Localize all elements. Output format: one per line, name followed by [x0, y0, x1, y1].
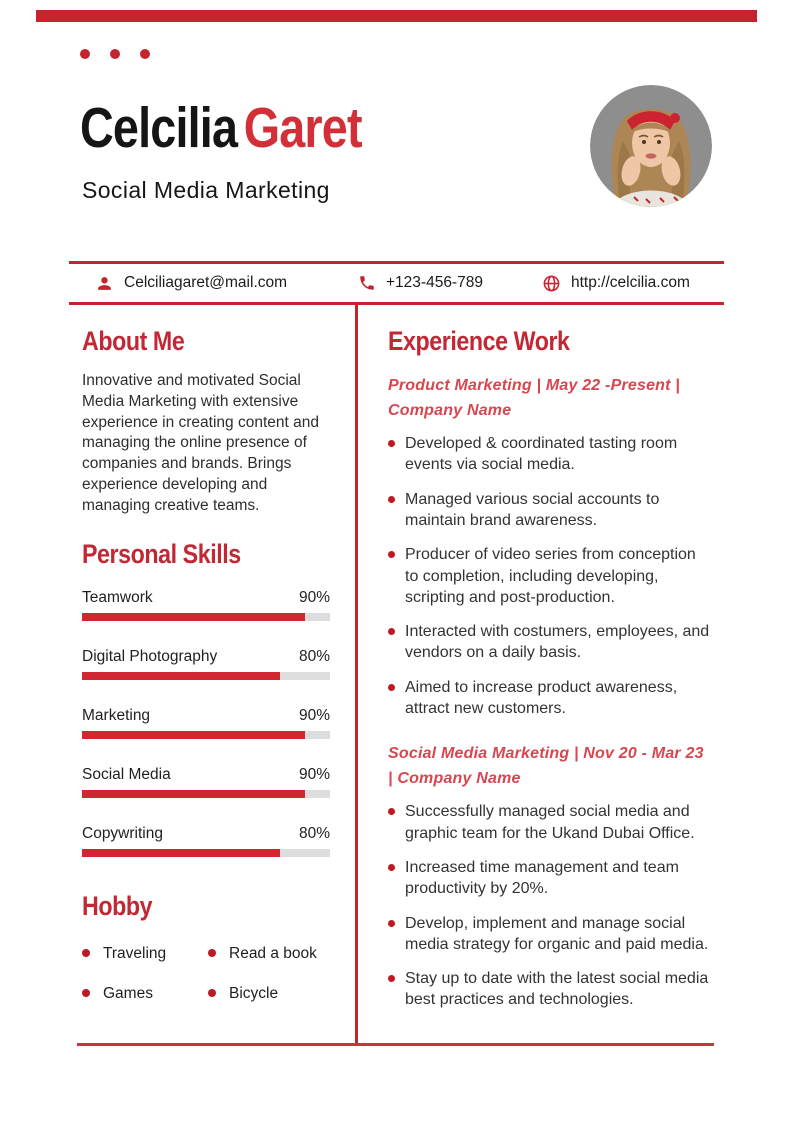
- experience-jobs: [388, 373, 712, 1011]
- skill-progress-track: [82, 731, 330, 739]
- contact-bar: [69, 261, 724, 305]
- about-title: About Me: [82, 326, 185, 356]
- bullet-item: [388, 677, 712, 720]
- bullet-icon: [388, 864, 395, 871]
- skill-percent: 90%: [298, 765, 330, 783]
- job-subtitle: Social Media Marketing: [82, 177, 330, 203]
- skill-item: [82, 765, 330, 798]
- skill-progress-track: [82, 613, 330, 621]
- skill-label: Marketing: [82, 706, 151, 724]
- last-name: Garet: [243, 96, 362, 160]
- skill-progress-fill: [82, 731, 305, 739]
- hobby-title: Hobby: [82, 890, 153, 921]
- skill-item: [82, 824, 330, 857]
- hobby-list: [82, 944, 330, 1003]
- job-bullets: [388, 801, 712, 1010]
- bullet-icon: [82, 989, 90, 997]
- bullet-text: Interacted with costumers, employees, and vendors on a daily basis.: [405, 623, 710, 662]
- bullet-icon: [388, 975, 395, 982]
- bullet-item: [388, 621, 712, 664]
- bullet-icon: [388, 551, 395, 558]
- decorative-dots: [80, 49, 150, 59]
- skill-row: [82, 824, 330, 843]
- bullet-text: Developed & coordinated tasting room events via social media.: [405, 435, 678, 474]
- contact-website: [542, 264, 690, 302]
- hobby-label: Traveling: [103, 944, 167, 962]
- experience-title: Experience Work: [388, 326, 570, 356]
- experience-job: [388, 373, 712, 719]
- experience-job: [388, 741, 712, 1010]
- dot-icon: [140, 49, 150, 59]
- bullet-text: Stay up to date with the latest social media best practices and technologies.: [405, 970, 709, 1009]
- job-heading: Social Media Marketing | Nov 20 - Mar 23 | Company Name: [388, 745, 704, 788]
- skill-progress-fill: [82, 790, 305, 798]
- bullet-text: Increased time management and team productivity by 20%.: [405, 858, 679, 898]
- hobby-item: [82, 984, 208, 1003]
- bullet-text: Develop, implement and manage social media strategy for organic and paid media.: [405, 914, 709, 953]
- skill-percent: 80%: [298, 647, 330, 665]
- bullet-icon: [388, 920, 395, 927]
- hobby-label: Read a book: [229, 944, 317, 962]
- skill-row: [82, 706, 330, 725]
- skill-progress-fill: [82, 672, 280, 680]
- skill-label: Digital Photography: [82, 647, 218, 665]
- bullet-text: Managed various social accounts to maintain brand awareness.: [405, 490, 660, 529]
- skill-row: [82, 765, 330, 784]
- phone-icon: [358, 274, 376, 292]
- bullet-icon: [388, 496, 395, 503]
- column-divider: [355, 302, 358, 1043]
- skill-progress-track: [82, 790, 330, 798]
- right-column: [388, 302, 712, 1011]
- bullet-icon: [388, 440, 395, 447]
- profile-photo-illustration: [590, 85, 712, 207]
- bullet-item: [388, 489, 712, 532]
- contact-email: [95, 264, 287, 302]
- page-title: [80, 97, 362, 160]
- hobby-label: Games: [103, 984, 153, 1002]
- skill-progress-track: [82, 672, 330, 680]
- skill-label: Teamwork: [82, 588, 153, 606]
- skill-percent: 80%: [298, 824, 330, 842]
- first-name: Celcilia: [80, 96, 238, 160]
- skill-progress-track: [82, 849, 330, 857]
- dot-icon: [110, 49, 120, 59]
- bottom-accent-line: [77, 1043, 714, 1046]
- hobby-item: [208, 984, 330, 1003]
- contact-website-text: http://celcilia.com: [571, 274, 690, 291]
- hobby-label: Bicycle: [229, 984, 279, 1002]
- top-accent-bar: [36, 10, 757, 22]
- skill-row: [82, 647, 330, 666]
- bullet-item: [388, 801, 712, 844]
- content-columns: [69, 302, 724, 1043]
- skill-label: Copywriting: [82, 824, 163, 842]
- profile-photo: [590, 85, 712, 207]
- about-text: Innovative and motivated Social Media Marketing with extensive experience in creating content and managing the online presence of companies and brands. Brings experience developing and managing creative teams.: [82, 372, 319, 514]
- bullet-icon: [388, 808, 395, 815]
- bullet-item: [388, 544, 712, 608]
- contact-phone: [358, 264, 483, 302]
- globe-icon: [542, 274, 561, 293]
- person-icon: [95, 274, 114, 293]
- skills-list: [82, 588, 330, 857]
- bullet-icon: [208, 989, 216, 997]
- job-heading: Product Marketing | May 22 -Present | Company Name: [388, 377, 680, 420]
- bullet-icon: [388, 628, 395, 635]
- skill-item: [82, 588, 330, 621]
- left-column: [82, 302, 330, 1003]
- bullet-text: Successfully managed social media and graphic team for the Ukand Dubai Office.: [405, 803, 695, 842]
- bullet-text: Aimed to increase product awareness, attract new customers.: [405, 678, 678, 718]
- bullet-icon: [388, 684, 395, 691]
- skill-item: [82, 647, 330, 680]
- bullet-icon: [82, 949, 90, 957]
- skill-percent: 90%: [298, 706, 330, 724]
- dot-icon: [80, 49, 90, 59]
- bullet-item: [388, 433, 712, 476]
- skill-label: Social Media: [82, 765, 171, 783]
- contact-phone-text: +123-456-789: [386, 274, 483, 291]
- skill-progress-fill: [82, 613, 305, 621]
- skills-title: Personal Skills: [82, 538, 241, 569]
- skill-percent: 90%: [298, 588, 330, 606]
- bullet-item: [388, 913, 712, 956]
- hobby-item: [82, 944, 208, 963]
- skill-row: [82, 588, 330, 607]
- bullet-text: Producer of video series from conception to completion, including developing, scripting and post-production.: [405, 546, 696, 606]
- hobby-item: [208, 944, 330, 963]
- bullet-icon: [208, 949, 216, 957]
- contact-email-text: Celciliagaret@mail.com: [124, 274, 288, 291]
- skill-item: [82, 706, 330, 739]
- bullet-item: [388, 857, 712, 900]
- job-bullets: [388, 433, 712, 719]
- bullet-item: [388, 968, 712, 1011]
- skill-progress-fill: [82, 849, 280, 857]
